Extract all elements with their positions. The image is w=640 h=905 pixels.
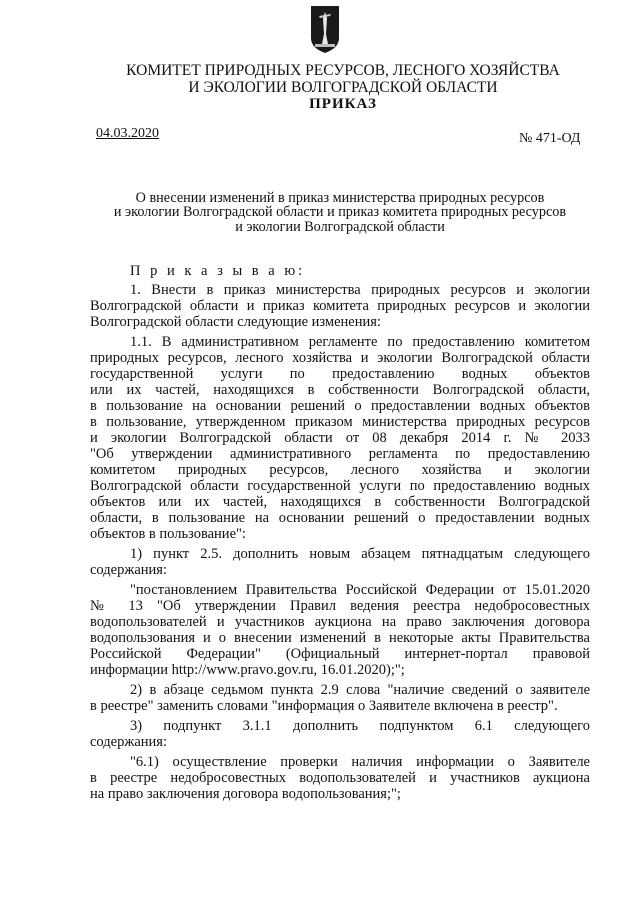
- body-line: Волгоградской области и приказ комитета природных ресурсов и экологии: [90, 298, 590, 314]
- body-line: содержания:: [90, 734, 168, 750]
- order-number: № 471-ОД: [519, 131, 581, 146]
- body-line: или их частей, находящихся в собственности Волгоградской области,: [90, 382, 590, 398]
- body-line: № 13 "Об утверждении Правил ведения реестра недобросовестных: [90, 598, 590, 614]
- body-line: "6.1) осуществление проверки наличия информации о Заявителе: [130, 754, 590, 770]
- subject-line-3: и экологии Волгоградской области: [235, 219, 445, 235]
- body-line: природных ресурсов, лесного хозяйства и экологии Волгоградской области: [90, 350, 590, 366]
- body-line: объектов в пользование":: [90, 526, 246, 542]
- body-line: 1. Внести в приказ министерства природных ресурсов и экологии: [130, 282, 590, 298]
- body-line: 1.1. В административном регламенте по предоставлению комитетом: [130, 334, 590, 350]
- body-line: водопользования и о внесении изменений в некоторые акты Правительства: [90, 630, 590, 646]
- body-line: в пользование, утвержденном приказом министерства природных ресурсов: [90, 414, 590, 430]
- body-line: Волгоградской области государственной услуги по предоставлению водных: [90, 478, 590, 494]
- subject-line-2: и экологии Волгоградской области и приказ комитета природных ресурсов: [113, 204, 567, 220]
- body-line: водопользователей и участников аукциона на право заключения договора: [90, 614, 590, 630]
- order-date: 04.03.2020: [96, 126, 159, 141]
- body-line: области, в пользование на основании решений о предоставлении водных: [90, 510, 590, 526]
- body-line: Волгоградской области следующие изменения:: [90, 314, 381, 330]
- order-directive: П р и к а з ы в а ю:: [130, 263, 306, 279]
- body-line: информации http://www.pravo.gov.ru, 16.01.2020);";: [90, 662, 405, 678]
- body-line: в реестре" заменить словами "информация о Заявителе включена в реестр".: [90, 698, 558, 714]
- body-line: содержания:: [90, 562, 168, 578]
- body-line: государственной услуги по предоставлению водных объектов: [90, 366, 590, 382]
- body-line: "Об утверждении административного регламента по предоставлению: [90, 446, 590, 462]
- body-line: на право заключения договора водопользования;";: [90, 786, 401, 802]
- document-type: ПРИКАЗ: [309, 96, 377, 112]
- coat-of-arms-icon: [309, 4, 341, 54]
- body-line: и экологии Волгоградской области от 08 декабря 2014 г. № 2033: [90, 430, 590, 446]
- subject-line-1: О внесении изменений в приказ министерства природных ресурсов: [135, 190, 545, 206]
- body-line: объектов или их частей, находящихся в собственности Волгоградской: [90, 494, 590, 510]
- committee-name-line-2: И ЭКОЛОГИИ ВОЛГОГРАДСКОЙ ОБЛАСТИ: [188, 79, 498, 96]
- committee-name-line-1: КОМИТЕТ ПРИРОДНЫХ РЕСУРСОВ, ЛЕСНОГО ХОЗЯЙСТВА: [126, 62, 560, 79]
- body-line: 2) в абзаце седьмом пункта 2.9 слова "наличие сведений о заявителе: [130, 682, 590, 698]
- body-line: в пользование на основании решений о предоставлении водных объектов: [90, 398, 590, 414]
- body-line: "постановлением Правительства Российской Федерации от 15.01.2020: [130, 582, 590, 598]
- body-line: комитетом природных ресурсов, лесного хозяйства и экологии: [90, 462, 590, 478]
- body-line: Российской Федерации" (Официальный интернет-портал правовой: [90, 646, 590, 662]
- body-line: 3) подпункт 3.1.1 дополнить подпунктом 6.1 следующего: [130, 718, 590, 734]
- body-line: 1) пункт 2.5. дополнить новым абзацем пятнадцатым следующего: [130, 546, 590, 562]
- body-line: в реестре недобросовестных водопользователей и участников аукциона: [90, 770, 590, 786]
